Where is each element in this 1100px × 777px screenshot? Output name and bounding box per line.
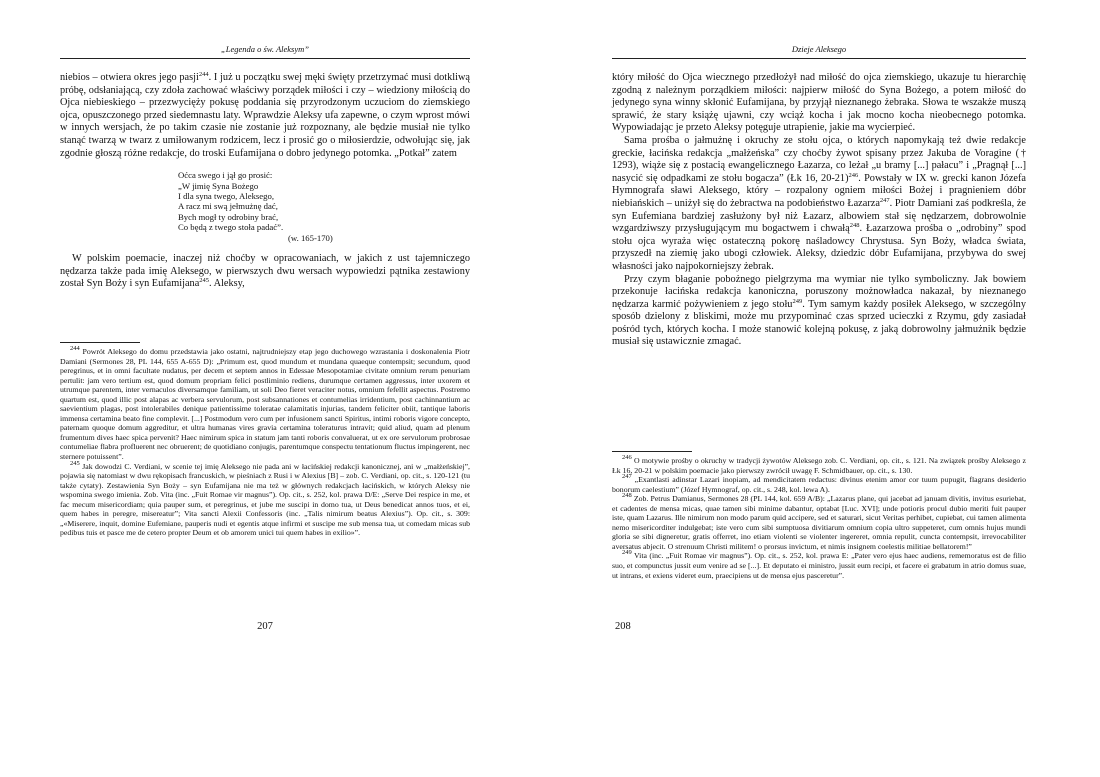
footnote-ref-246[interactable]: 246	[848, 171, 859, 179]
footnote-text: „Exantlasti adinstar Lazari inopiam, ad mendicitatem redactus: divinus etenim amor cor tuum pupugit, flagrans desiderio bonorum caelestium” (Józef Hymnograf, op. cit., s. 248, kol. lewa A).	[612, 475, 1026, 494]
left-paragraph-2	[60, 253, 470, 291]
footnote-ref-248[interactable]: 248	[849, 222, 860, 230]
text-run: . Tym samym każdy posiłek Aleksego, w szczególny sposób dzielony z bliskimi, może mu przypominać czas sprzed ucieczki z Rzymu, gdy zasiadał pośród tych, których kocha. I może stanowić kolejną pokusę, z jaką dobrowolny jałmużnik będzie musiał się ustawicznie zmagać.	[612, 298, 1026, 348]
footnote-number: 244	[70, 345, 80, 352]
verse-line: A racz mi swą jełmużnę dać,	[178, 201, 278, 212]
right-page	[612, 0, 1026, 777]
footnote-246	[612, 456, 1026, 475]
footnote-text: Powrót Aleksego do domu przedstawia jako ostatni, najtrudniejszy etap jego duchowego wzrastania i doskonalenia Piotr Damiani (Sermones 28, PL 144, 655 A-655 D): „Primum est, quod mundum et mundana quaeque contempsit; secundum, quod peregrinus, et in omni facultate nudatus, per decem et septem annos in Edessae Mesopotamiae civitate omnium rerum penuriam pertulit: jam vero tertium est, quod domum propriam felici postliminio rediens, durumque certamen aggressus, inter uxorem et utrumque parentem, inter vernaculos diversamque familiam, ut soli Deo fieret veraciter notus, omnium fefellit aspectus. Postremo quartum est, quod illic post alapas ac verbera servulorum, post subsannationes et contumelias irridentium, post cachinnantium ac saevientium plagas, post intolerabiles denique patientissime toleratae calamitatis injurias, tandem feliciter obiit, tantique laboris immensa certamina beato fine complevit. [...] Postmodum vero cum per infusionem sancti Spiritus, intimi roboris vigore concepto, paternam quoque domum aggreditur, et ultra humanas vires gravia certamina toleraturus intravit; quid aliud, quam ad plenum frumentum dives haec spica pervenit? Haec nimirum spica in statum jam tanti roboris convaluerat, ut ex ore servulorum probrosae contumeliae flabra profluerent nec obruerent; de quotidiano conjugis, parentumque conspectu tentationum fluctus impingerent, nec sternere potuissent”.	[60, 347, 470, 462]
footnote-245	[60, 459, 470, 538]
verse-line: Bych mogł ty odrobiny brać,	[178, 211, 279, 222]
text-run: Sama prośba o jałmużnę i okruchy ze stołu ojca, o których napomykają też dwie redakcje greckie, łacińska redakcja „małżeńska” czy choćby żywot spisany przez Jakuba de Voragine († 1293), wiąże się z postacią ewangelicznego Łazarza, co leżał „u bramy [...] pałacu” i „Pragnął [...] nasycić się odpadkami ze stołu bogacza” (Łk 16, 20-21)	[612, 134, 1026, 184]
text-run: . Piotr Damiani zaś podkreśla, że syn Eufemiana bardziej zasłużony był niż Łazarz, albowiem stał się nędzarzem, dobrowolnie wzgardziwszy przysługującym mu bogactwem i chwałą	[612, 197, 1027, 235]
right-paragraph-3	[612, 274, 1026, 350]
verse-line: Co będą z twego stoła padać”.	[178, 222, 284, 233]
verse-line: „W jimię Syna Bożego	[178, 180, 259, 191]
footnote-text: Vita (inc. „Fuit Romae vir magnus”). Op. cit., s. 252, kol. prawa E: „Pater vero ejus haec audiens, rememoratus est de filio suo, et compunctus jussit eum venire ad se [...]. Et deputato ei ministro, jussit eum recipi, et facere ei grabatum in atrio domus suae, ut intrans, et exiens videret eum, praecipiens ut de mensa ejus pasceretur”.	[612, 551, 1026, 580]
text-run: . Aleksy,	[209, 278, 245, 290]
text-run: niebios – otwiera okres jego pasji	[60, 72, 199, 83]
page-number-left: 207	[257, 621, 273, 632]
footnote-rule-right	[612, 451, 692, 452]
footnote-247	[612, 475, 1026, 494]
text-run: . I już u początku swej męki święty przetrzymać musi dotkliwą próbę, odsłaniającą, czy zdoła zachować właściwy porządek miłości i czy – wiedziony miłością do Ojca niebieskiego – przezwycięży pokusę poddania się przyrodzonym uczuciom do ziemskiego ojca, opuszczonego przed siedemnastu laty. Wprawdzie Aleksy ufa zapewne, o czym wprost mówi w innych wersjach, że po takim czasie nie zostanie już rozpoznany, ale będzie musiał nie tylko stanąć twarzą w twarz z umiłowanym rodzicem, lecz i prosić go o miłosierdzie, odwołując się, jak zgodnie głoszą różne redakcje, do troski Eufamijana o dobro jedynego potomka. „Potkał” zatem	[60, 72, 470, 159]
text-run: Przy czym błaganie pobożnego pielgrzyma ma wymiar nie tylko symboliczny. Jak bowiem przekonuje łacińska redakcja kanoniczna, poruszony możnowładca nakazał, by nieznanego nędzarza karmić pożywieniem z jego stołu	[612, 273, 1026, 310]
right-paragraph-1: który miłość do Ojca wiecznego przedłożył nad miłość do ojca ziemskiego, ukazuje tu hierarchię zgodną z należnym porządkiem miłości: najpierw miłość do Syna Bożego, a potem miłość do jedynego syna winny skłonić Eufamijana, by przyjął nieznanego żebraka. Słowa te wszakże muszą sprawić, że stary książę ujawni, czy wciąż kocha i jak mocno kocha nieobecnego potomka. Wypowiadając je przeto Aleksy potęguje utrapienie, jakie ma wycierpieć.	[612, 72, 1026, 134]
right-paragraph-2	[612, 135, 1026, 274]
left-footnotes	[60, 347, 470, 538]
left-paragraph-1	[60, 72, 470, 160]
text-run: W polskim poemacie, inaczej niż choćby w opracowaniach, w jakich z ust tajemniczego nędzarza także pada imię Aleksego, w pierwszych dwu wersach wypowiedzi pątnika zestawiony został Syn Boży i syn Eufamijana	[60, 253, 470, 290]
footnote-number: 246	[622, 454, 632, 461]
verse-line: I dla syna twego, Aleksego,	[178, 190, 275, 201]
left-main-text	[60, 72, 470, 291]
footnote-ref-247[interactable]: 247	[879, 196, 890, 204]
running-head-left: „Legenda o św. Aleksym”	[221, 44, 309, 54]
footnote-number: 245	[70, 459, 80, 467]
header-rule-right	[612, 58, 1026, 59]
text-run: . Powstały w IX w. grecki kanon Józefa Hymnografa sławi Aleksego, który – rozpalony ogniem miłości Bożej i pragnieniem dóbr niebiańskich – uniżył się do żebractwa na podobieństwo Łazarza	[612, 172, 1026, 209]
verse-reference: (w. 165-170)	[288, 232, 333, 243]
footnote-ref-244[interactable]: 244	[198, 71, 209, 78]
footnote-number: 248	[622, 492, 632, 500]
verse-line: Oćca swego i jął go prosić:	[178, 170, 273, 181]
footnote-ref-245[interactable]: 245	[199, 277, 210, 285]
footnote-number: 249	[622, 549, 632, 557]
right-main-text	[612, 72, 1026, 349]
header-rule-left	[60, 58, 470, 59]
right-footnotes	[612, 456, 1026, 580]
footnote-text: O motywie prośby o okruchy w tradycji żywotów Aleksego zob. C. Verdiani, op. cit., s. 121. Na związek prośby Aleksego z Łk 16, 20-21 w polskim poemacie jako pierwszy zwrócił uwagę F. Schmidbauer, op. cit., s. 130.	[612, 456, 1026, 475]
footnote-ref-249[interactable]: 249	[792, 297, 803, 305]
footnote-text: Jak dowodzi C. Verdiani, w scenie tej imię Aleksego nie pada ani w łacińskiej redakcji kanonicznej, ani w „małżeńskiej”, pojawia się natomiast w dwu rękopisach francuskich, w pieśniach z Rusi i w Alexius [B] – zob. C. Verdiani, op. cit., s. 120-121 (tu także cytaty). Zestawienia Syn Boży – syn Eufamijana nie ma też w głównych redakcjach łacińskich, w których Aleksy nie wspomina swego imienia. Zob. Vita (inc. „Fuit Romae vir magnus”). Op. cit., s. 252, kol. prawa D/E: „Serve Dei respice in me, et fac mecum misericordiam; quia pauper sum, et peregrinus, et jube me suscipi in domo tua, ut Deus benedicat annos tuos, et ei, quem habes in peregre, misereatur”; Vita sancti Alexii Confessoris (inc. „Talis nimirum beatus Alexius”). Op. cit., s. 309: „«Miserere, inquit, domine Eufemiane, pauperis nudi et egentis atque infirmi et suscipe me sub mensa tua, ut comedam micas sub pedibus tuis et pasce me de cetero propter Deum et ob amorem unici tui quem habes in exilio»”.	[60, 461, 470, 538]
text-run: . Łazarzowa prośba o „odrobiny” spod stołu ojca wyraża więc ostateczną pokorę naśladowcy Chrystusa. Syn Boży, władca świata, przyszedł na ziemię jako ubogi człowiek. Aleksy, dziedzic dóbr Eufamijana, przybywa do swej własności jako najpokorniejszy żebrak.	[612, 223, 1026, 272]
footnote-number: 247	[622, 473, 632, 481]
running-head-right: Dzieje Aleksego	[791, 44, 847, 54]
verse-quote	[178, 170, 470, 243]
footnote-text: Zob. Petrus Damianus, Sermones 28 (PL 144, kol. 659 A/B): „Lazarus plane, qui jacebat ad januam divitis, invitus esuriebat, et cadentes de mensa micas, quae tamen sibi minime dabantur, optabat [Luc. XVI]; unde potioris procul dubio meriti fuit pauper iste, quam Lazarus. Ille nimirum non modo parum quid accipere, sed et saturari, sicut Veritas perhibet, cupiebat, cui tamen alimenta nemo misericorditer indulgebat; iste vero cum sibi sumptuosa divitiarum omnium copia ultro suppeteret, cum omnis hujus mundi gloria se sibi digneretur, gratis offerret, ino etiam violenti se violenter ingereret, omnia repulit, cuncta contempsit, irrevocabiliter aversatus abjecit. O strenuum Christi militem! o prorsus invictum, et nimis insignem coelestis militiae bellatorem!”	[612, 494, 1026, 551]
footnote-248	[612, 494, 1026, 551]
footnote-rule-left	[60, 342, 140, 343]
footnote-244	[60, 347, 470, 462]
footnote-249	[612, 551, 1026, 580]
page-number-right: 208	[615, 621, 631, 632]
left-page	[60, 0, 470, 777]
